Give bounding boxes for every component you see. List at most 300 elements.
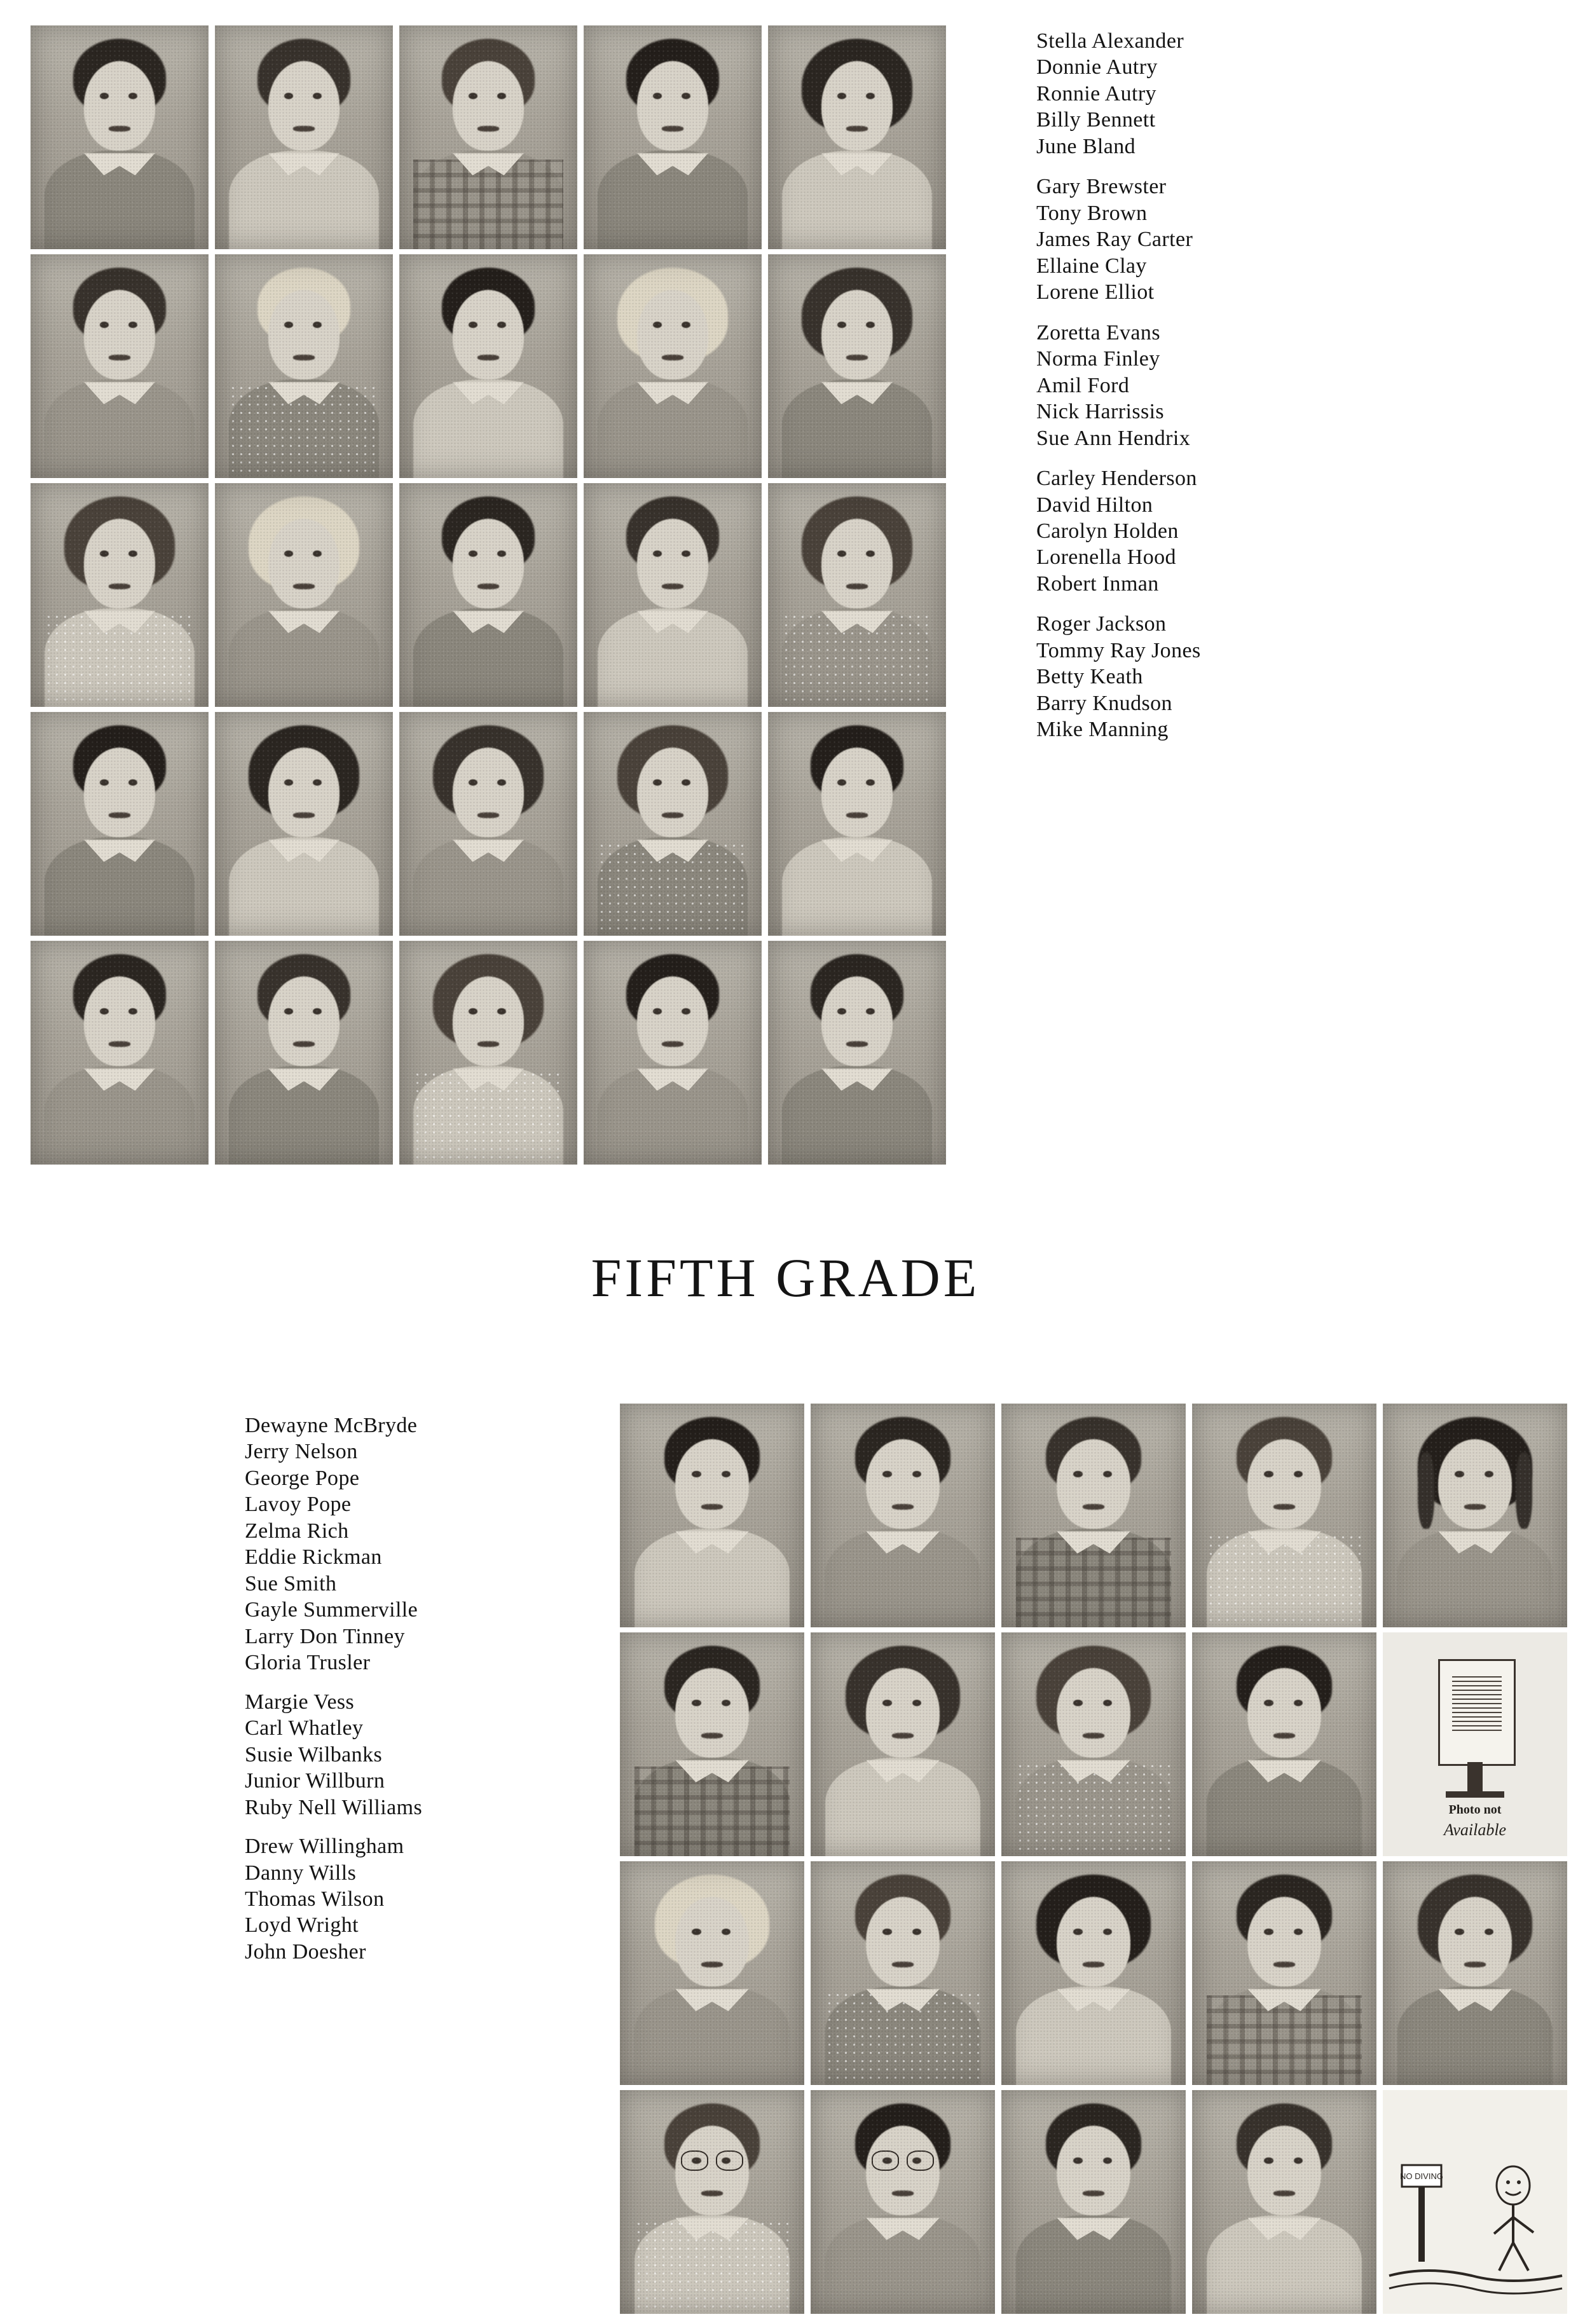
student-name: Carley Henderson <box>1036 467 1197 491</box>
eye-right <box>866 93 875 100</box>
face-shape <box>866 1439 940 1529</box>
eye-left <box>882 1700 892 1707</box>
dotted-pattern <box>229 384 378 478</box>
mouth <box>892 1962 914 1967</box>
mouth <box>701 1962 724 1967</box>
dotted-pattern <box>635 2220 790 2314</box>
portrait-r5c3 <box>399 941 577 1165</box>
portrait-photo <box>584 25 762 249</box>
mouth <box>846 355 868 360</box>
plaid-pattern <box>413 160 563 249</box>
cartoon-no-diving <box>1383 2090 1567 2314</box>
portrait-photo <box>399 25 577 249</box>
eye-left <box>1264 1700 1273 1707</box>
student-name: Susie Wilbanks <box>245 1742 383 1767</box>
face-shape <box>84 748 155 837</box>
portrait-r3c3 <box>399 483 577 707</box>
name-group <box>1036 611 1201 742</box>
eye-right <box>722 1700 731 1707</box>
portrait-r2c5 <box>768 254 946 478</box>
eye-right <box>866 550 875 557</box>
face-shape <box>84 61 155 151</box>
eye-right <box>128 779 137 786</box>
mouth <box>477 584 499 589</box>
eye-left <box>1455 1929 1464 1936</box>
mouth <box>109 1041 130 1046</box>
portrait-photo <box>811 1632 995 1856</box>
eye-right <box>1103 1471 1113 1478</box>
eye-right <box>1294 1471 1303 1478</box>
eye-right <box>128 93 137 100</box>
portrait-photo <box>215 483 393 707</box>
face-shape <box>675 1439 749 1529</box>
face-shape <box>1247 1439 1321 1529</box>
eye-right <box>128 1008 137 1015</box>
mouth <box>662 355 683 360</box>
face-shape <box>675 1668 749 1758</box>
face-shape <box>1247 2126 1321 2215</box>
mouth <box>109 126 130 131</box>
portrait-r3c5 <box>768 483 946 707</box>
mouth <box>892 2191 914 2196</box>
student-name: Nick Harrissis <box>1036 400 1165 424</box>
eye-right <box>1294 2157 1303 2164</box>
eye-left <box>1264 1929 1273 1936</box>
student-name: Betty Keath <box>1036 665 1143 689</box>
face-shape <box>268 290 340 379</box>
student-name: Lorenella Hood <box>1036 545 1176 570</box>
mouth <box>662 1041 683 1046</box>
portrait-photo <box>768 483 946 707</box>
student-name: Billy Bennett <box>1036 108 1156 132</box>
portrait-b4c3 <box>1001 2090 1186 2314</box>
portrait-photo <box>1001 1404 1186 1627</box>
mouth <box>662 584 683 589</box>
eye-left <box>692 1471 701 1478</box>
face-shape <box>866 1668 940 1758</box>
student-name: Loyd Wright <box>245 1913 359 1938</box>
mouth <box>846 584 868 589</box>
student-name: Mike Manning <box>1036 718 1169 742</box>
portrait-r1c5 <box>768 25 946 249</box>
portrait-photo <box>31 254 209 478</box>
portrait-r4c2 <box>215 712 393 936</box>
portrait-b2c4 <box>1192 1632 1376 1856</box>
portrait-photo <box>620 2090 804 2314</box>
face-shape <box>821 748 893 837</box>
portrait-photo <box>215 712 393 936</box>
dotted-pattern <box>782 613 931 707</box>
eye-right <box>866 779 875 786</box>
top-name-list <box>1036 28 1201 757</box>
portrait-r4c3 <box>399 712 577 936</box>
portrait-r2c1 <box>31 254 209 478</box>
student-name: Amil Ford <box>1036 373 1130 397</box>
mouth <box>1273 2191 1296 2196</box>
student-name: Dewayne McBryde <box>245 1414 418 1437</box>
easel-stand-icon <box>1467 1762 1482 1793</box>
portrait-r1c2 <box>215 25 393 249</box>
dotted-pattern <box>413 1070 563 1165</box>
mouth <box>293 126 315 131</box>
portrait-photo <box>31 712 209 936</box>
portrait-photo <box>620 1632 804 1856</box>
eye-right <box>313 322 322 329</box>
portrait-b1c5 <box>1383 1404 1567 1627</box>
portrait-b1c3 <box>1001 1404 1186 1627</box>
portrait-r5c4 <box>584 941 762 1165</box>
eye-left <box>1455 1471 1464 1478</box>
student-name: George Pope <box>245 1466 360 1490</box>
easel-icon <box>1438 1659 1516 1766</box>
cartoon-illustration <box>1383 2090 1567 2314</box>
portrait-r2c2 <box>215 254 393 478</box>
eye-left <box>692 1700 701 1707</box>
portrait-b2c2 <box>811 1632 995 1856</box>
portrait-b3c5 <box>1383 1861 1567 2085</box>
photo-not-available-placeholder <box>1383 1632 1567 1856</box>
portrait-photo <box>215 25 393 249</box>
face-shape <box>453 976 524 1066</box>
face-shape <box>1057 2126 1130 2215</box>
no-diving-cartoon-icon <box>1383 2090 1567 2314</box>
student-name: Margie Vess <box>245 1690 355 1714</box>
student-name: Eddie Rickman <box>245 1545 382 1569</box>
portrait-photo <box>768 712 946 936</box>
face-shape <box>637 290 708 379</box>
portrait-photo <box>31 483 209 707</box>
easel-base-icon <box>1446 1791 1505 1798</box>
face-shape <box>1438 1897 1512 1986</box>
portrait-b4c2 <box>811 2090 995 2314</box>
mouth <box>701 2191 724 2196</box>
eye-right <box>912 1471 922 1478</box>
portrait-r3c2 <box>215 483 393 707</box>
face-shape <box>637 519 708 608</box>
mouth <box>477 355 499 360</box>
face-shape <box>1438 1439 1512 1529</box>
face-shape <box>1247 1668 1321 1758</box>
mouth <box>293 355 315 360</box>
glasses-icon <box>681 2150 744 2168</box>
student-name: Barry Knudson <box>1036 691 1172 715</box>
face-shape <box>637 748 708 837</box>
eye-left <box>1264 2157 1273 2164</box>
dotted-pattern <box>598 842 747 936</box>
student-name: Sue Smith <box>245 1571 337 1596</box>
name-group <box>245 1833 422 1965</box>
student-name: Gary Brewster <box>1036 175 1167 199</box>
face-shape <box>1057 1668 1130 1758</box>
portrait-b2c1 <box>620 1632 804 1856</box>
eye-right <box>128 550 137 557</box>
portrait-b3c4 <box>1192 1861 1376 2085</box>
portrait-b3c3 <box>1001 1861 1186 2085</box>
portrait-photo <box>1001 1861 1186 2085</box>
face-shape <box>637 976 708 1066</box>
mouth <box>662 812 683 817</box>
portrait-photo <box>1383 1861 1567 2085</box>
face-shape <box>84 290 155 379</box>
plaid-pattern <box>1207 1995 1362 2085</box>
mouth <box>477 1041 499 1046</box>
mouth <box>1273 1733 1296 1738</box>
eye-right <box>1103 2157 1113 2164</box>
face-shape <box>453 61 524 151</box>
mouth <box>662 126 683 131</box>
dotted-pattern <box>825 1991 980 2085</box>
face-shape <box>84 976 155 1066</box>
portrait-photo <box>768 941 946 1165</box>
face-shape <box>637 61 708 151</box>
portrait-b2c3 <box>1001 1632 1186 1856</box>
mouth <box>1083 1962 1105 1967</box>
portrait-photo <box>399 941 577 1165</box>
eye-left <box>1264 1471 1273 1478</box>
mouth <box>1273 1504 1296 1509</box>
eye-right <box>912 1929 922 1936</box>
student-name: Thomas Wilson <box>245 1887 385 1911</box>
eye-right <box>912 1700 922 1707</box>
eye-left <box>882 1471 892 1478</box>
dotted-pattern <box>45 613 194 707</box>
student-name: Roger Jackson <box>1036 612 1167 636</box>
portrait-photo <box>1192 1404 1376 1627</box>
face-shape <box>821 290 893 379</box>
portrait-photo <box>215 941 393 1165</box>
portrait-photo <box>1192 1632 1376 1856</box>
portrait-photo <box>1192 2090 1376 2314</box>
student-name: Donnie Autry <box>1036 55 1158 79</box>
face-shape <box>453 290 524 379</box>
eye-right <box>1103 1929 1113 1936</box>
portrait-photo <box>811 1404 995 1627</box>
portrait-r4c5 <box>768 712 946 936</box>
student-name: Gayle Summerville <box>245 1598 418 1622</box>
face-shape <box>268 748 340 837</box>
eye-right <box>682 779 690 786</box>
face-shape <box>866 1897 940 1986</box>
eye-left <box>1073 1700 1083 1707</box>
eye-right <box>497 1008 506 1015</box>
eye-right <box>866 1008 875 1015</box>
eye-right <box>313 93 322 100</box>
eye-left <box>882 1929 892 1936</box>
student-name: Ruby Nell Williams <box>245 1795 423 1819</box>
face-shape <box>1247 1897 1321 1986</box>
name-group <box>1036 320 1201 451</box>
eye-right <box>497 550 506 557</box>
portrait-b1c1 <box>620 1404 804 1627</box>
mouth <box>846 812 868 817</box>
portrait-r1c3 <box>399 25 577 249</box>
face-shape <box>84 519 155 608</box>
portrait-photo <box>620 1861 804 2085</box>
student-name: James Ray Carter <box>1036 228 1193 252</box>
face-shape <box>821 61 893 151</box>
student-name: Tony Brown <box>1036 201 1148 225</box>
portrait-photo <box>1192 1861 1376 2085</box>
portrait-photo <box>1001 2090 1186 2314</box>
portrait-r3c4 <box>584 483 762 707</box>
mouth <box>1464 1962 1486 1967</box>
bottom-photo-grid <box>620 1404 1567 2314</box>
eye-right <box>128 322 137 329</box>
face-shape <box>675 1897 749 1986</box>
eye-right <box>682 1008 690 1015</box>
student-name: Robert Inman <box>1036 571 1159 596</box>
portrait-b1c2 <box>811 1404 995 1627</box>
portrait-b4c1 <box>620 2090 804 2314</box>
student-name: Ronnie Autry <box>1036 81 1156 106</box>
mouth <box>293 1041 315 1046</box>
dotted-pattern <box>1207 1533 1362 1627</box>
student-name: Lavoy Pope <box>245 1493 352 1517</box>
portrait-r5c5 <box>768 941 946 1165</box>
page-title: FIFTH GRADE <box>591 1247 980 1308</box>
student-name: Carolyn Holden <box>1036 519 1179 543</box>
student-name: Gloria Trusler <box>245 1651 371 1675</box>
eye-right <box>313 1008 322 1015</box>
eye-right <box>722 1471 731 1478</box>
eye-left <box>1073 1471 1083 1478</box>
eye-left <box>1073 1929 1083 1936</box>
student-name: Zelma Rich <box>245 1519 349 1543</box>
student-name: John Doesher <box>245 1939 366 1964</box>
glasses-icon <box>872 2150 935 2168</box>
portrait-r1c4 <box>584 25 762 249</box>
name-group <box>1036 174 1201 305</box>
student-name: Tommy Ray Jones <box>1036 638 1201 662</box>
student-name: Junior Willburn <box>245 1769 385 1793</box>
name-group <box>245 1412 422 1676</box>
eye-left <box>692 1929 701 1936</box>
student-name: June Bland <box>1036 134 1136 158</box>
mouth <box>1083 1504 1105 1509</box>
portrait-photo <box>584 483 762 707</box>
eye-right <box>497 322 506 329</box>
photo-not-available <box>1383 1632 1567 1856</box>
portrait-photo <box>215 254 393 478</box>
student-name: Larry Don Tinney <box>245 1624 405 1648</box>
eye-right <box>497 779 506 786</box>
mouth <box>846 1041 868 1046</box>
face-shape <box>268 61 340 151</box>
bottom-name-list <box>245 1412 422 1978</box>
face-shape <box>453 519 524 608</box>
svg-text:NO DIVING: NO DIVING <box>1400 2171 1443 2181</box>
eye-right <box>682 322 690 329</box>
mouth <box>1464 1504 1486 1509</box>
portrait-b1c4 <box>1192 1404 1376 1627</box>
mouth <box>109 584 130 589</box>
photo-not-available-line1: Photo not <box>1448 1802 1502 1817</box>
plaid-pattern <box>635 1767 790 1856</box>
portrait-b3c1 <box>620 1861 804 2085</box>
mouth <box>892 1733 914 1738</box>
eye-right <box>722 1929 731 1936</box>
name-group <box>1036 28 1201 160</box>
eye-right <box>1485 1471 1494 1478</box>
eye-right <box>866 322 875 329</box>
student-name: Sue Ann Hendrix <box>1036 426 1191 450</box>
top-photo-grid <box>31 25 946 1165</box>
mouth <box>1273 1962 1296 1967</box>
portrait-photo <box>31 25 209 249</box>
eye-right <box>1485 1929 1494 1936</box>
portrait-r5c2 <box>215 941 393 1165</box>
mouth <box>1083 2191 1105 2196</box>
student-name: Zoretta Evans <box>1036 320 1160 345</box>
student-name: David Hilton <box>1036 493 1153 517</box>
student-name: Ellaine Clay <box>1036 254 1147 278</box>
face-shape <box>268 519 340 608</box>
plaid-pattern <box>1016 1538 1171 1627</box>
eye-left <box>1073 2157 1083 2164</box>
portrait-photo <box>768 254 946 478</box>
photo-not-available-line2: Available <box>1443 1820 1507 1839</box>
portrait-photo <box>1001 1632 1186 1856</box>
student-name: Lorene Elliot <box>1036 280 1155 304</box>
portrait-photo <box>399 254 577 478</box>
mouth <box>701 1733 724 1738</box>
student-name: Jerry Nelson <box>245 1440 358 1464</box>
eye-right <box>313 550 322 557</box>
mouth <box>892 1504 914 1509</box>
portrait-r4c4 <box>584 712 762 936</box>
portrait-r2c3 <box>399 254 577 478</box>
student-name: Stella Alexander <box>1036 29 1184 53</box>
student-name: Drew Willingham <box>245 1835 404 1859</box>
face-shape <box>1057 1897 1130 1986</box>
portrait-photo <box>811 1861 995 2085</box>
face-shape <box>268 976 340 1066</box>
mouth <box>846 126 868 131</box>
mouth <box>1083 1733 1105 1738</box>
portrait-r5c1 <box>31 941 209 1165</box>
mouth <box>293 812 315 817</box>
portrait-photo <box>399 483 577 707</box>
face-shape <box>821 519 893 608</box>
mouth <box>109 812 130 817</box>
portrait-photo <box>1383 1404 1567 1627</box>
portrait-photo <box>399 712 577 936</box>
braid-right <box>1516 1452 1532 1529</box>
portrait-b3c2 <box>811 1861 995 2085</box>
portrait-r4c1 <box>31 712 209 936</box>
student-name: Danny Wills <box>245 1861 357 1885</box>
mouth <box>293 584 315 589</box>
mouth <box>477 812 499 817</box>
eye-right <box>1103 1700 1113 1707</box>
face-shape <box>453 748 524 837</box>
portrait-b4c4 <box>1192 2090 1376 2314</box>
dotted-pattern <box>1016 1762 1171 1856</box>
portrait-photo <box>584 941 762 1165</box>
portrait-r1c1 <box>31 25 209 249</box>
portrait-photo <box>31 941 209 1165</box>
portrait-photo <box>584 712 762 936</box>
eye-right <box>1294 1700 1303 1707</box>
eye-right <box>682 93 690 100</box>
portrait-photo <box>620 1404 804 1627</box>
student-name: Carl Whatley <box>245 1716 364 1740</box>
mouth <box>701 1504 724 1509</box>
face-shape <box>1057 1439 1130 1529</box>
portrait-r3c1 <box>31 483 209 707</box>
braid-left <box>1418 1452 1434 1529</box>
eye-right <box>682 550 690 557</box>
